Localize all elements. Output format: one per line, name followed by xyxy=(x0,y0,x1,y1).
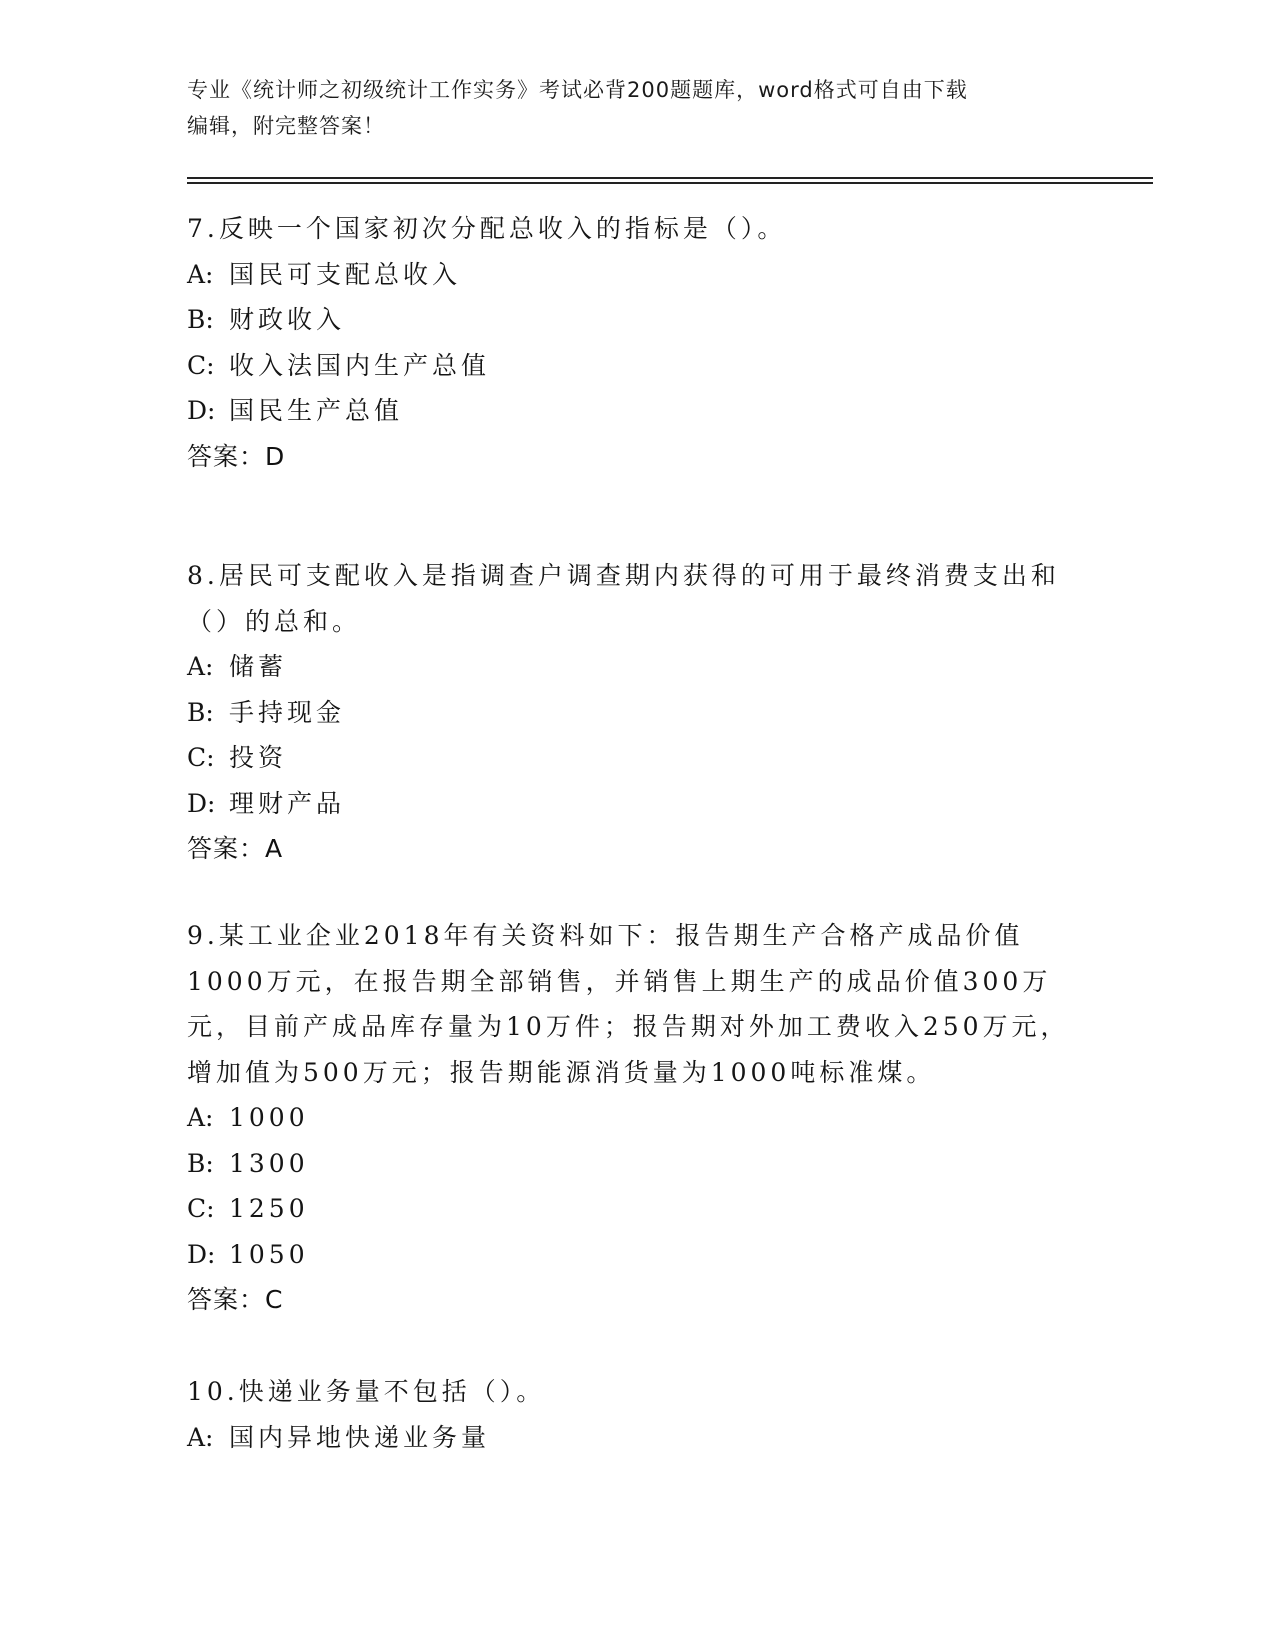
answer-line: 答案：A xyxy=(187,834,284,863)
option-key: A: xyxy=(187,652,214,681)
option-key: A: xyxy=(187,259,214,289)
option-text: 1250 xyxy=(229,1194,309,1223)
option-key: C: xyxy=(187,1194,215,1223)
option-key: A: xyxy=(187,1103,214,1132)
option-text: 1050 xyxy=(229,1239,309,1269)
option-a xyxy=(187,252,1087,298)
option-a xyxy=(187,644,1087,690)
option-b xyxy=(187,297,1087,343)
question-stem: 7.反映一个国家初次分配总收入的指标是（）。 xyxy=(187,214,787,243)
option-text: 理财产品 xyxy=(229,788,346,818)
option-key: A: xyxy=(187,1422,214,1452)
option-d xyxy=(187,1232,1087,1278)
header-divider-bottom xyxy=(187,182,1153,184)
question-7 xyxy=(187,206,1087,479)
option-key: B: xyxy=(187,697,214,727)
answer-line: 答案：C xyxy=(187,1285,284,1314)
option-text: 国民生产总值 xyxy=(229,396,404,425)
option-key: C: xyxy=(187,350,215,380)
answer-line: 答案：D xyxy=(187,441,286,471)
question-10 xyxy=(187,1369,1087,1460)
header-line-1: 专业《统计师之初级统计工作实务》考试必背200题题库，word格式可自由下载 xyxy=(187,78,968,102)
document-header xyxy=(187,72,1087,144)
option-text: 手持现金 xyxy=(229,697,346,727)
option-key: D: xyxy=(187,396,216,425)
option-text: 投资 xyxy=(229,743,288,772)
option-b xyxy=(187,1141,1087,1187)
option-c xyxy=(187,1186,1087,1232)
header-line-2: 编辑，附完整答案！ xyxy=(187,114,385,138)
question-9 xyxy=(187,913,1087,1323)
option-text: 国民可支配总收入 xyxy=(229,259,462,289)
question-stem: 10.快递业务量不包括（）。 xyxy=(187,1377,546,1406)
option-text: 1300 xyxy=(229,1148,309,1178)
option-key: C: xyxy=(187,743,215,772)
option-c xyxy=(187,343,1087,389)
question-8 xyxy=(187,553,1087,872)
option-d xyxy=(187,781,1087,827)
option-b xyxy=(187,690,1087,736)
option-text: 国内异地快递业务量 xyxy=(229,1422,491,1452)
question-stem: 9.某工业企业2018年有关资料如下：报告期生产合格产成品价值1000万元，在报告期全部销售，并销售上期生产的成品价值300万元，目前产成品库存量为10万件；报告期对外加工费收入250万元，增加值为500万元；报告期能源消货量为1000吨标准煤。 xyxy=(187,921,1070,1087)
option-text: 收入法国内生产总值 xyxy=(229,350,491,380)
option-d xyxy=(187,388,1087,434)
header-divider-top xyxy=(187,177,1153,179)
option-text: 财政收入 xyxy=(229,305,346,334)
option-text: 1000 xyxy=(229,1103,309,1132)
option-a xyxy=(187,1095,1087,1141)
question-stem: 8.居民可支配收入是指调查户调查期内获得的可用于最终消费支出和（）的总和。 xyxy=(187,561,1060,636)
option-c xyxy=(187,735,1087,781)
option-key: D: xyxy=(187,788,216,818)
option-a xyxy=(187,1415,1087,1461)
option-key: B: xyxy=(187,305,214,334)
option-key: D: xyxy=(187,1239,216,1269)
option-key: B: xyxy=(187,1148,214,1178)
option-text: 储蓄 xyxy=(229,652,288,681)
